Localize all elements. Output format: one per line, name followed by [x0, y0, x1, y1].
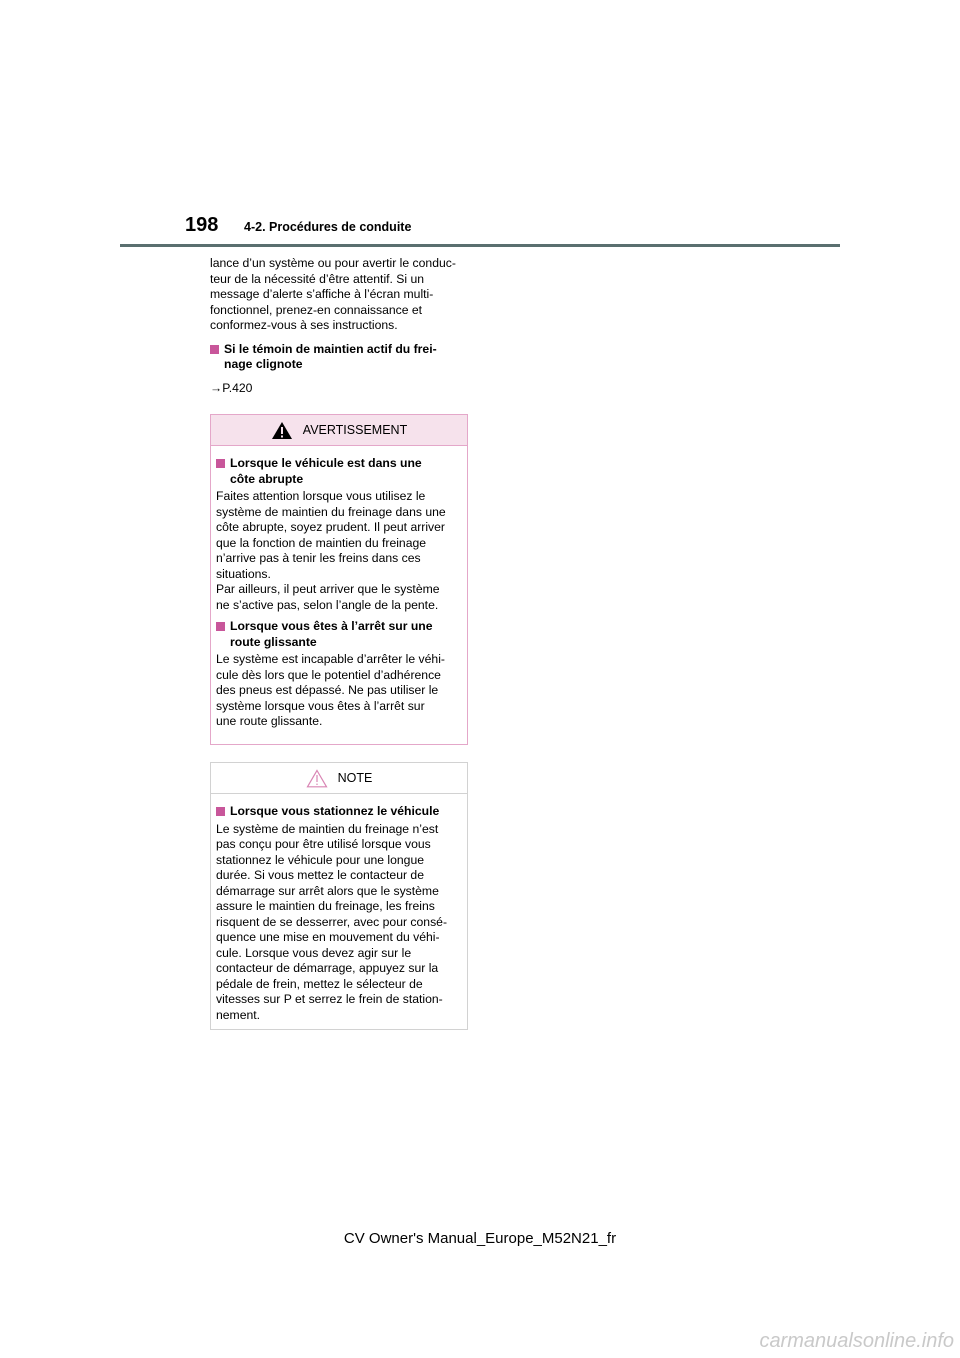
note-item-heading — [216, 804, 461, 820]
note-box — [210, 762, 468, 1030]
text-line: message d’alerte s’affiche à l’écran multi- — [210, 287, 434, 301]
page-number: 198 — [185, 214, 219, 236]
heading-line: Lorsque vous êtes à l’arrêt sur une — [230, 619, 433, 633]
footer-manual-id: CV Owner's Manual_Europe_M52N21_fr — [343, 1230, 617, 1247]
note-body — [211, 794, 467, 1023]
text-line: nement. — [216, 1007, 261, 1022]
warning-item-text — [216, 489, 461, 613]
watermark-logo: carmanualsonline.info — [759, 1330, 954, 1352]
square-bullet-icon — [216, 807, 225, 816]
text-line: fonctionnel, prenez-en connaissance et — [210, 302, 423, 317]
square-bullet-icon — [216, 622, 225, 631]
text-line: une route glissante. — [216, 714, 323, 728]
warning-triangle-icon — [271, 421, 293, 440]
subsection-heading — [210, 342, 472, 373]
text-line: durée. Si vous mettez le contacteur de — [216, 868, 424, 882]
text-line: situations. — [216, 566, 271, 581]
heading-line: Lorsque vous stationnez le véhicule — [230, 804, 440, 818]
text-line: lance d’un système ou pour avertir le conduc- — [210, 256, 456, 270]
text-line: que la fonction de maintien du freinage — [216, 535, 427, 550]
text-line: conformez-vous à ses instructions. — [210, 318, 398, 332]
text-line: vitesses sur P et serrez le frein de station- — [216, 992, 443, 1006]
header-rule — [120, 244, 840, 247]
square-bullet-icon — [216, 459, 225, 468]
reference-text: P.420 — [222, 380, 253, 395]
text-line: stationnez le véhicule pour une longue — [216, 852, 425, 867]
text-line: Par ailleurs, il peut arriver que le système — [216, 582, 440, 596]
caution-triangle-outline-icon — [306, 769, 328, 788]
warning-item-heading — [216, 619, 461, 650]
text-line: teur de la nécessité d’être attentif. Si un — [210, 271, 425, 286]
warning-header — [211, 415, 467, 446]
text-line: contacteur de démarrage, appuyez sur la — [216, 961, 439, 975]
text-line: système lorsque vous êtes à l’arrêt sur — [216, 698, 425, 713]
intro-paragraph — [210, 256, 472, 334]
text-line: risquent de se desserrer, avec pour consé- — [216, 914, 448, 929]
note-title: NOTE — [337, 771, 373, 785]
square-bullet-icon — [210, 345, 219, 354]
heading-line: route glissante — [230, 634, 317, 649]
text-line: cule dès lors que le potentiel d’adhérence — [216, 667, 441, 682]
text-line: ne s’active pas, selon l’angle de la pente. — [216, 597, 439, 612]
page-reference-link[interactable] — [210, 381, 472, 395]
text-line: quence une mise en mouvement du véhi- — [216, 930, 440, 944]
text-line: des pneus est dépassé. Ne pas utiliser le — [216, 683, 439, 697]
text-line: système de maintien du freinage dans une — [216, 504, 446, 519]
warning-item-heading — [216, 456, 461, 487]
text-line: Le système est incapable d’arrêter le véhi- — [216, 652, 445, 666]
text-line: démarrage sur arrêt alors que le système — [216, 883, 439, 898]
note-header — [211, 763, 467, 794]
arrow-right-icon: → — [210, 380, 223, 395]
text-line: Le système de maintien du freinage n’est — [216, 821, 439, 836]
section-title: 4-2. Procédures de conduite — [244, 220, 412, 234]
text-line: assure le maintien du freinage, les freins — [216, 899, 435, 913]
heading-line: Lorsque le véhicule est dans une — [230, 456, 422, 470]
text-line: pas conçu pour être utilisé lorsque vous — [216, 837, 431, 851]
text-line: Faites attention lorsque vous utilisez le — [216, 489, 426, 503]
text-line: cule. Lorsque vous devez agir sur le — [216, 945, 412, 960]
warning-title: AVERTISSEMENT — [302, 423, 408, 437]
text-line: n’arrive pas à tenir les freins dans ces — [216, 551, 421, 565]
warning-item-text — [216, 652, 461, 730]
heading-line: nage clignote — [224, 357, 303, 371]
warning-box — [210, 414, 468, 745]
text-line: pédale de frein, mettez le sélecteur de — [216, 976, 423, 991]
note-item-text — [216, 822, 461, 1024]
text-line: côte abrupte, soyez prudent. Il peut arriver — [216, 520, 445, 534]
warning-body — [211, 446, 467, 730]
heading-line: Si le témoin de maintien actif du frei- — [224, 341, 437, 356]
main-content — [210, 256, 472, 395]
heading-line: côte abrupte — [230, 471, 304, 486]
